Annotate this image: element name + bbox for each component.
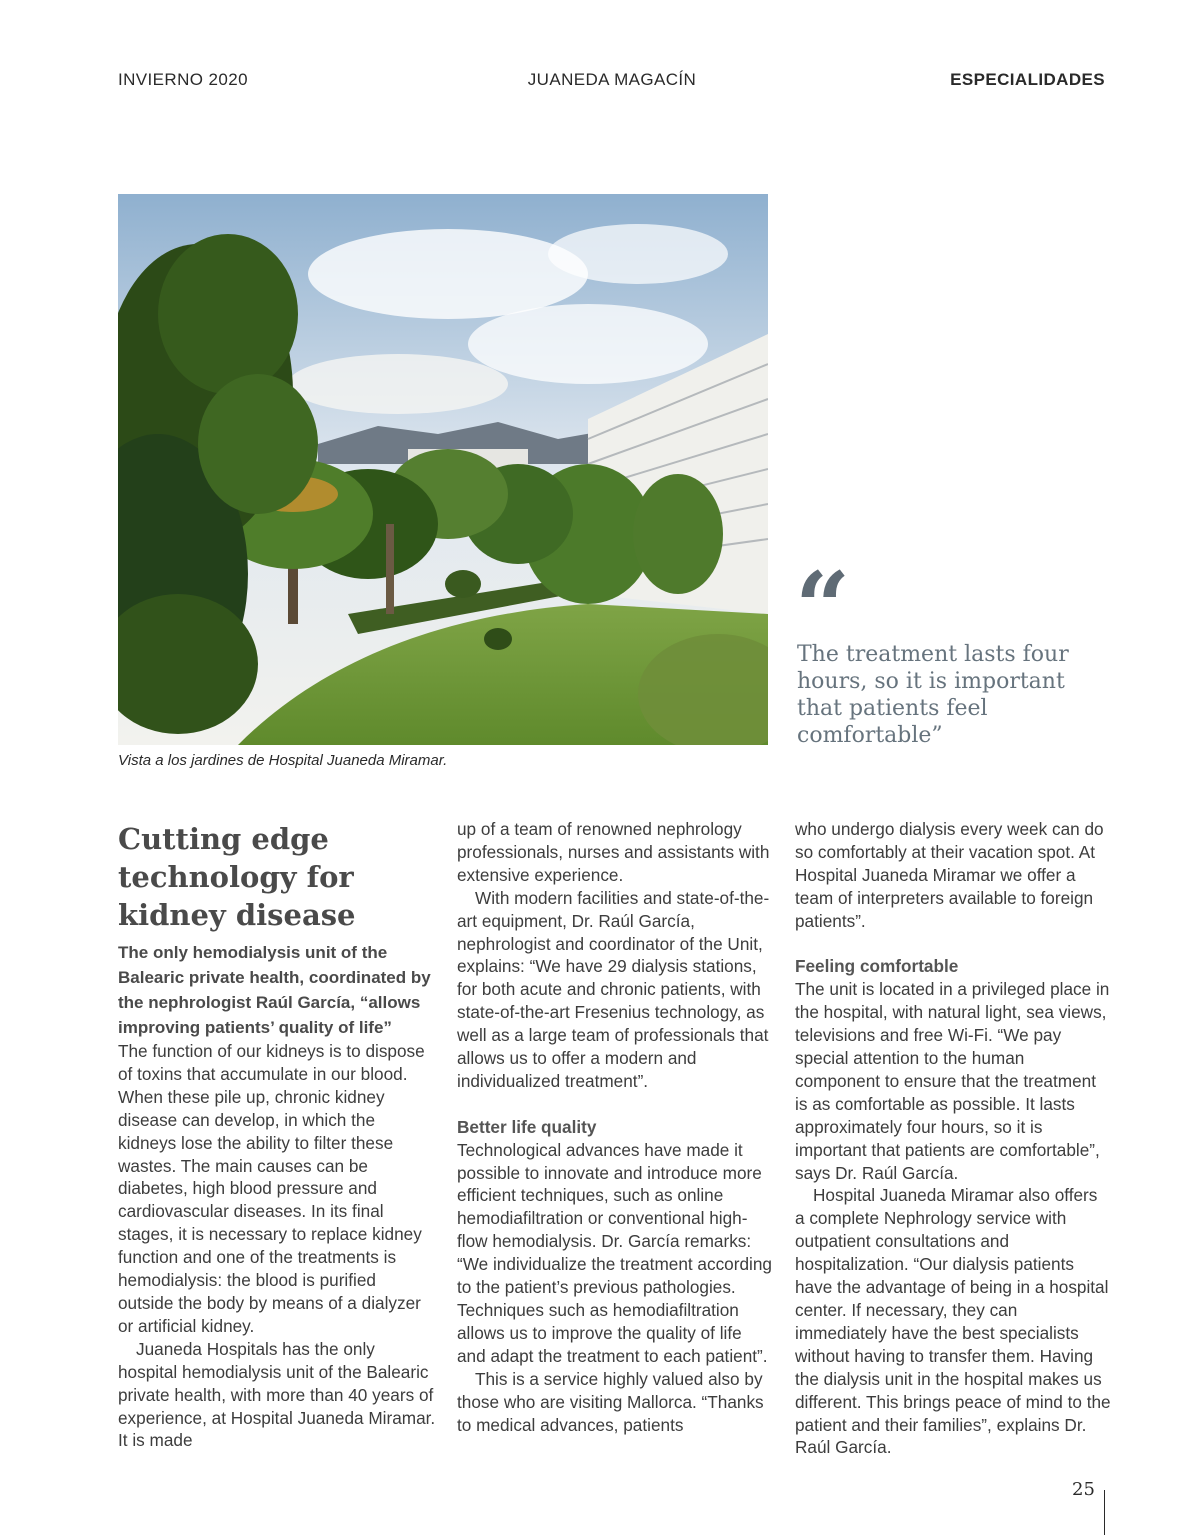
header-section: ESPECIALIDADES bbox=[950, 70, 1105, 89]
body-paragraph: up of a team of renowned nephrology professionals, nurses and assistants with extensive experience. bbox=[457, 819, 770, 885]
body-paragraph: Technological advances have made it possible to innovate and introduce more efficient techniques, such as online hemodiafiltration or conventional high-flow hemodialysis. Dr. García remarks: “We individualize the treatment according to the patient’s previous pathologies. Techniques such as hemodiafiltration allows us to improve the quality of life and adapt the treatment to each patient”. bbox=[457, 1139, 772, 1366]
body-paragraph: With modern facilities and state-of-the-art equipment, Dr. Raúl García, nephrologist and coordinator of the Unit, explains: “We have 29 dialysis stations, for both acute and chronic patients, with state-of-the-art Fresenius technology, as well as a large team of professionals that allows us to offer a modern and individualized treatment”. bbox=[457, 887, 770, 1091]
page-rule bbox=[1104, 1490, 1105, 1535]
article-column-3 bbox=[795, 818, 1111, 1459]
body-paragraph: Hospital Juaneda Miramar also offers a complete Nephrology service with outpatient consultations and hospitalization. “Our dialysis patients have the advantage of being in a hospital center. If necessary, they can immediately have the best specialists without having to transfer them. Having the dialysis unit in the hospital makes us different. This brings peace of mind to the patient and their families”, explains Dr. Raúl García. bbox=[795, 1185, 1111, 1458]
article-lead: The only hemodialysis unit of the Balearic private health, coordinated by the nephrologist Raúl García, “allows improving patients’ quality of life” bbox=[118, 943, 431, 1037]
garden-photo bbox=[118, 194, 768, 745]
article-title: Cutting edge technology for kidney disease bbox=[118, 822, 356, 932]
article-column-2 bbox=[457, 818, 775, 1436]
photo-caption: Vista a los jardines de Hospital Juaneda Miramar. bbox=[118, 752, 448, 769]
body-paragraph: who undergo dialysis every week can do so comfortably at their vacation spot. At Hospital Juaneda Miramar we offer a team of interpreters available to foreign patients”. bbox=[795, 819, 1104, 931]
article-column-1 bbox=[118, 820, 436, 1452]
body-paragraph: The unit is located in a privileged place in the hospital, with natural light, sea views, televisions and free Wi-Fi. “We pay special attention to the human component to ensure that the treatment is as comfortable as possible. It lasts approximately four hours, so it is important that patients are comfortable”, says Dr. Raúl García. bbox=[795, 979, 1110, 1183]
page-number: 25 bbox=[1072, 1479, 1095, 1500]
section-heading: Feeling comfortable bbox=[795, 956, 959, 977]
hospital-garden-illustration bbox=[118, 194, 768, 745]
section-heading: Better life quality bbox=[457, 1116, 597, 1137]
pull-quote: The treatment lasts four hours, so it is important that patients feel comfortable” bbox=[797, 642, 1069, 748]
body-paragraph: Juaneda Hospitals has the only hospital hemodialysis unit of the Balearic private health, with more than 40 years of experience, at Hospital Juaneda Miramar. It is made bbox=[118, 1338, 436, 1451]
body-paragraph: This is a service highly valued also by those who are visiting Mallorca. “Thanks to medical advances, patients bbox=[457, 1368, 764, 1435]
body-paragraph: The function of our kidneys is to dispose of toxins that accumulate in our blood. When these pile up, chronic kidney disease can develop, in which the kidneys lose the ability to filter these wastes. The main causes can be diabetes, high blood pressure and cardiovascular diseases. In its final stages, it is necessary to replace kidney function and one of the treatments is hemodialysis: the blood is purified outside the body by means of a dialyzer or artificial kidney. bbox=[118, 1041, 425, 1336]
quote-mark-icon: “ bbox=[795, 551, 851, 664]
header-issue: INVIERNO 2020 bbox=[118, 70, 248, 89]
header-magazine: JUANEDA MAGACÍN bbox=[527, 70, 697, 89]
